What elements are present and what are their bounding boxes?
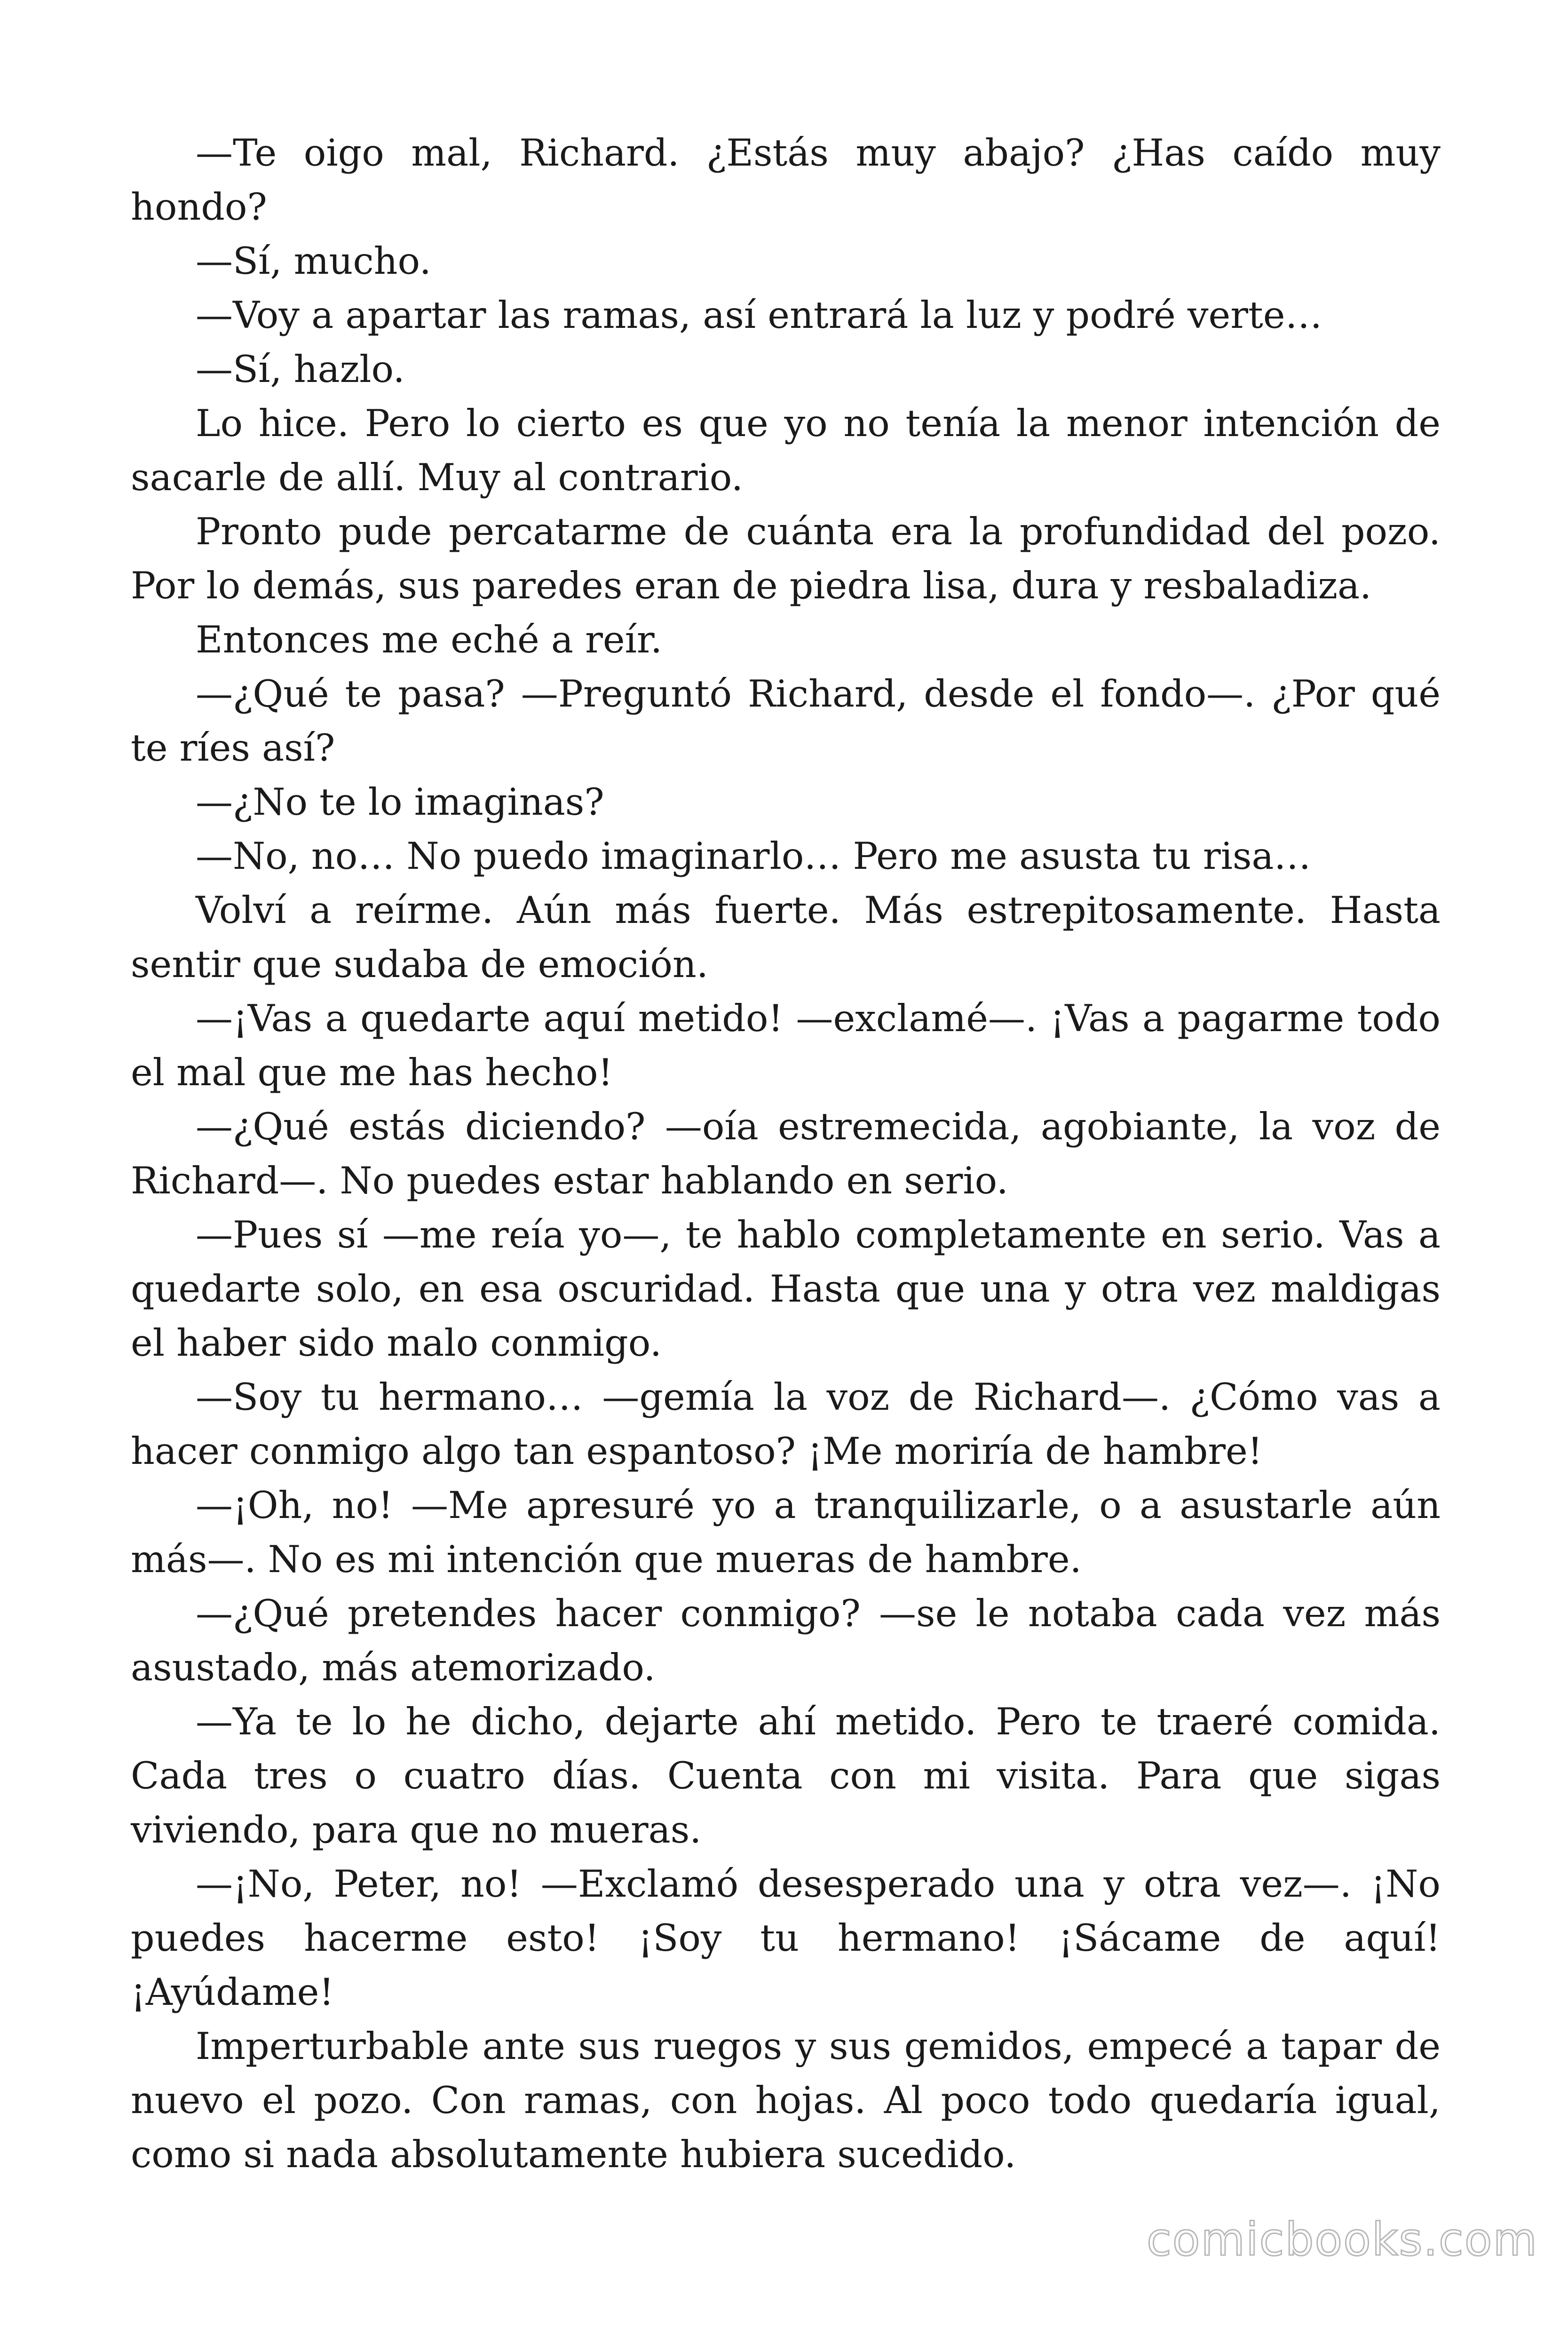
- watermark: comicbooks.com: [1146, 2213, 1538, 2266]
- paragraph: —¿No te lo imaginas?: [196, 780, 604, 824]
- paragraph: —¡Vas a quedarte aquí metido! —exclamé—. ¡Vas a pagarme todo el mal que me has hecho!: [131, 997, 1441, 1094]
- body-text: [131, 126, 1441, 2182]
- paragraph: —¿Qué te pasa? —Preguntó Richard, desde el fondo—. ¿Por qué te ríes así?: [131, 672, 1441, 770]
- paragraph: —Soy tu hermano… —gemía la voz de Richard—. ¿Cómo vas a hacer conmigo algo tan espantoso? ¡Me moriría de hambre!: [131, 1375, 1441, 1473]
- paragraph: —Ya te lo he dicho, dejarte ahí metido. Pero te traeré comida. Cada tres o cuatro días. Cuenta con mi visita. Para que sigas viviendo, para que no mueras.: [131, 1700, 1441, 1851]
- paragraph: Lo hice. Pero lo cierto es que yo no tenía la menor intención de sacarle de allí. Muy al contrario.: [131, 402, 1441, 499]
- paragraph: —No, no… No puedo imaginarlo… Pero me asusta tu risa…: [196, 834, 1311, 878]
- paragraph: —Pues sí —me reía yo—, te hablo completamente en serio. Vas a quedarte solo, en esa oscuridad. Hasta que una y otra vez maldigas el haber sido malo conmigo.: [131, 1213, 1441, 1365]
- paragraph: Entonces me eché a reír.: [196, 618, 663, 661]
- paragraph: —Te oigo mal, Richard. ¿Estás muy abajo? ¿Has caído muy hondo?: [131, 131, 1441, 229]
- paragraph: —Sí, hazlo.: [196, 348, 405, 391]
- paragraph: —¡No, Peter, no! —Exclamó desesperado una y otra vez—. ¡No puedes hacerme esto! ¡Soy tu hermano! ¡Sácame de aquí! ¡Ayúdame!: [131, 1862, 1441, 2014]
- paragraph: —¿Qué pretendes hacer conmigo? —se le notaba cada vez más asustado, más atemorizado.: [131, 1592, 1441, 1689]
- paragraph: Imperturbable ante sus ruegos y sus gemidos, empecé a tapar de nuevo el pozo. Con ramas, con hojas. Al poco todo quedaría igual, como si nada absolutamente hubiera sucedido.: [131, 2025, 1441, 2176]
- paragraph: Pronto pude percatarme de cuánta era la profundidad del pozo. Por lo demás, sus paredes eran de piedra lisa, dura y resbaladiza.: [131, 510, 1441, 607]
- paragraph: —Sí, mucho.: [196, 239, 431, 283]
- paragraph: —¡Oh, no! —Me apresuré yo a tranquilizarle, o a asustarle aún más—. No es mi intención que mueras de hambre.: [131, 1484, 1441, 1581]
- paragraph: —¿Qué estás diciendo? —oía estremecida, agobiante, la voz de Richard—. No puedes estar hablando en serio.: [131, 1105, 1441, 1202]
- paragraph: —Voy a apartar las ramas, así entrará la luz y podré verte…: [196, 294, 1323, 337]
- paragraph: Volví a reírme. Aún más fuerte. Más estrepitosamente. Hasta sentir que sudaba de emoción.: [131, 889, 1441, 986]
